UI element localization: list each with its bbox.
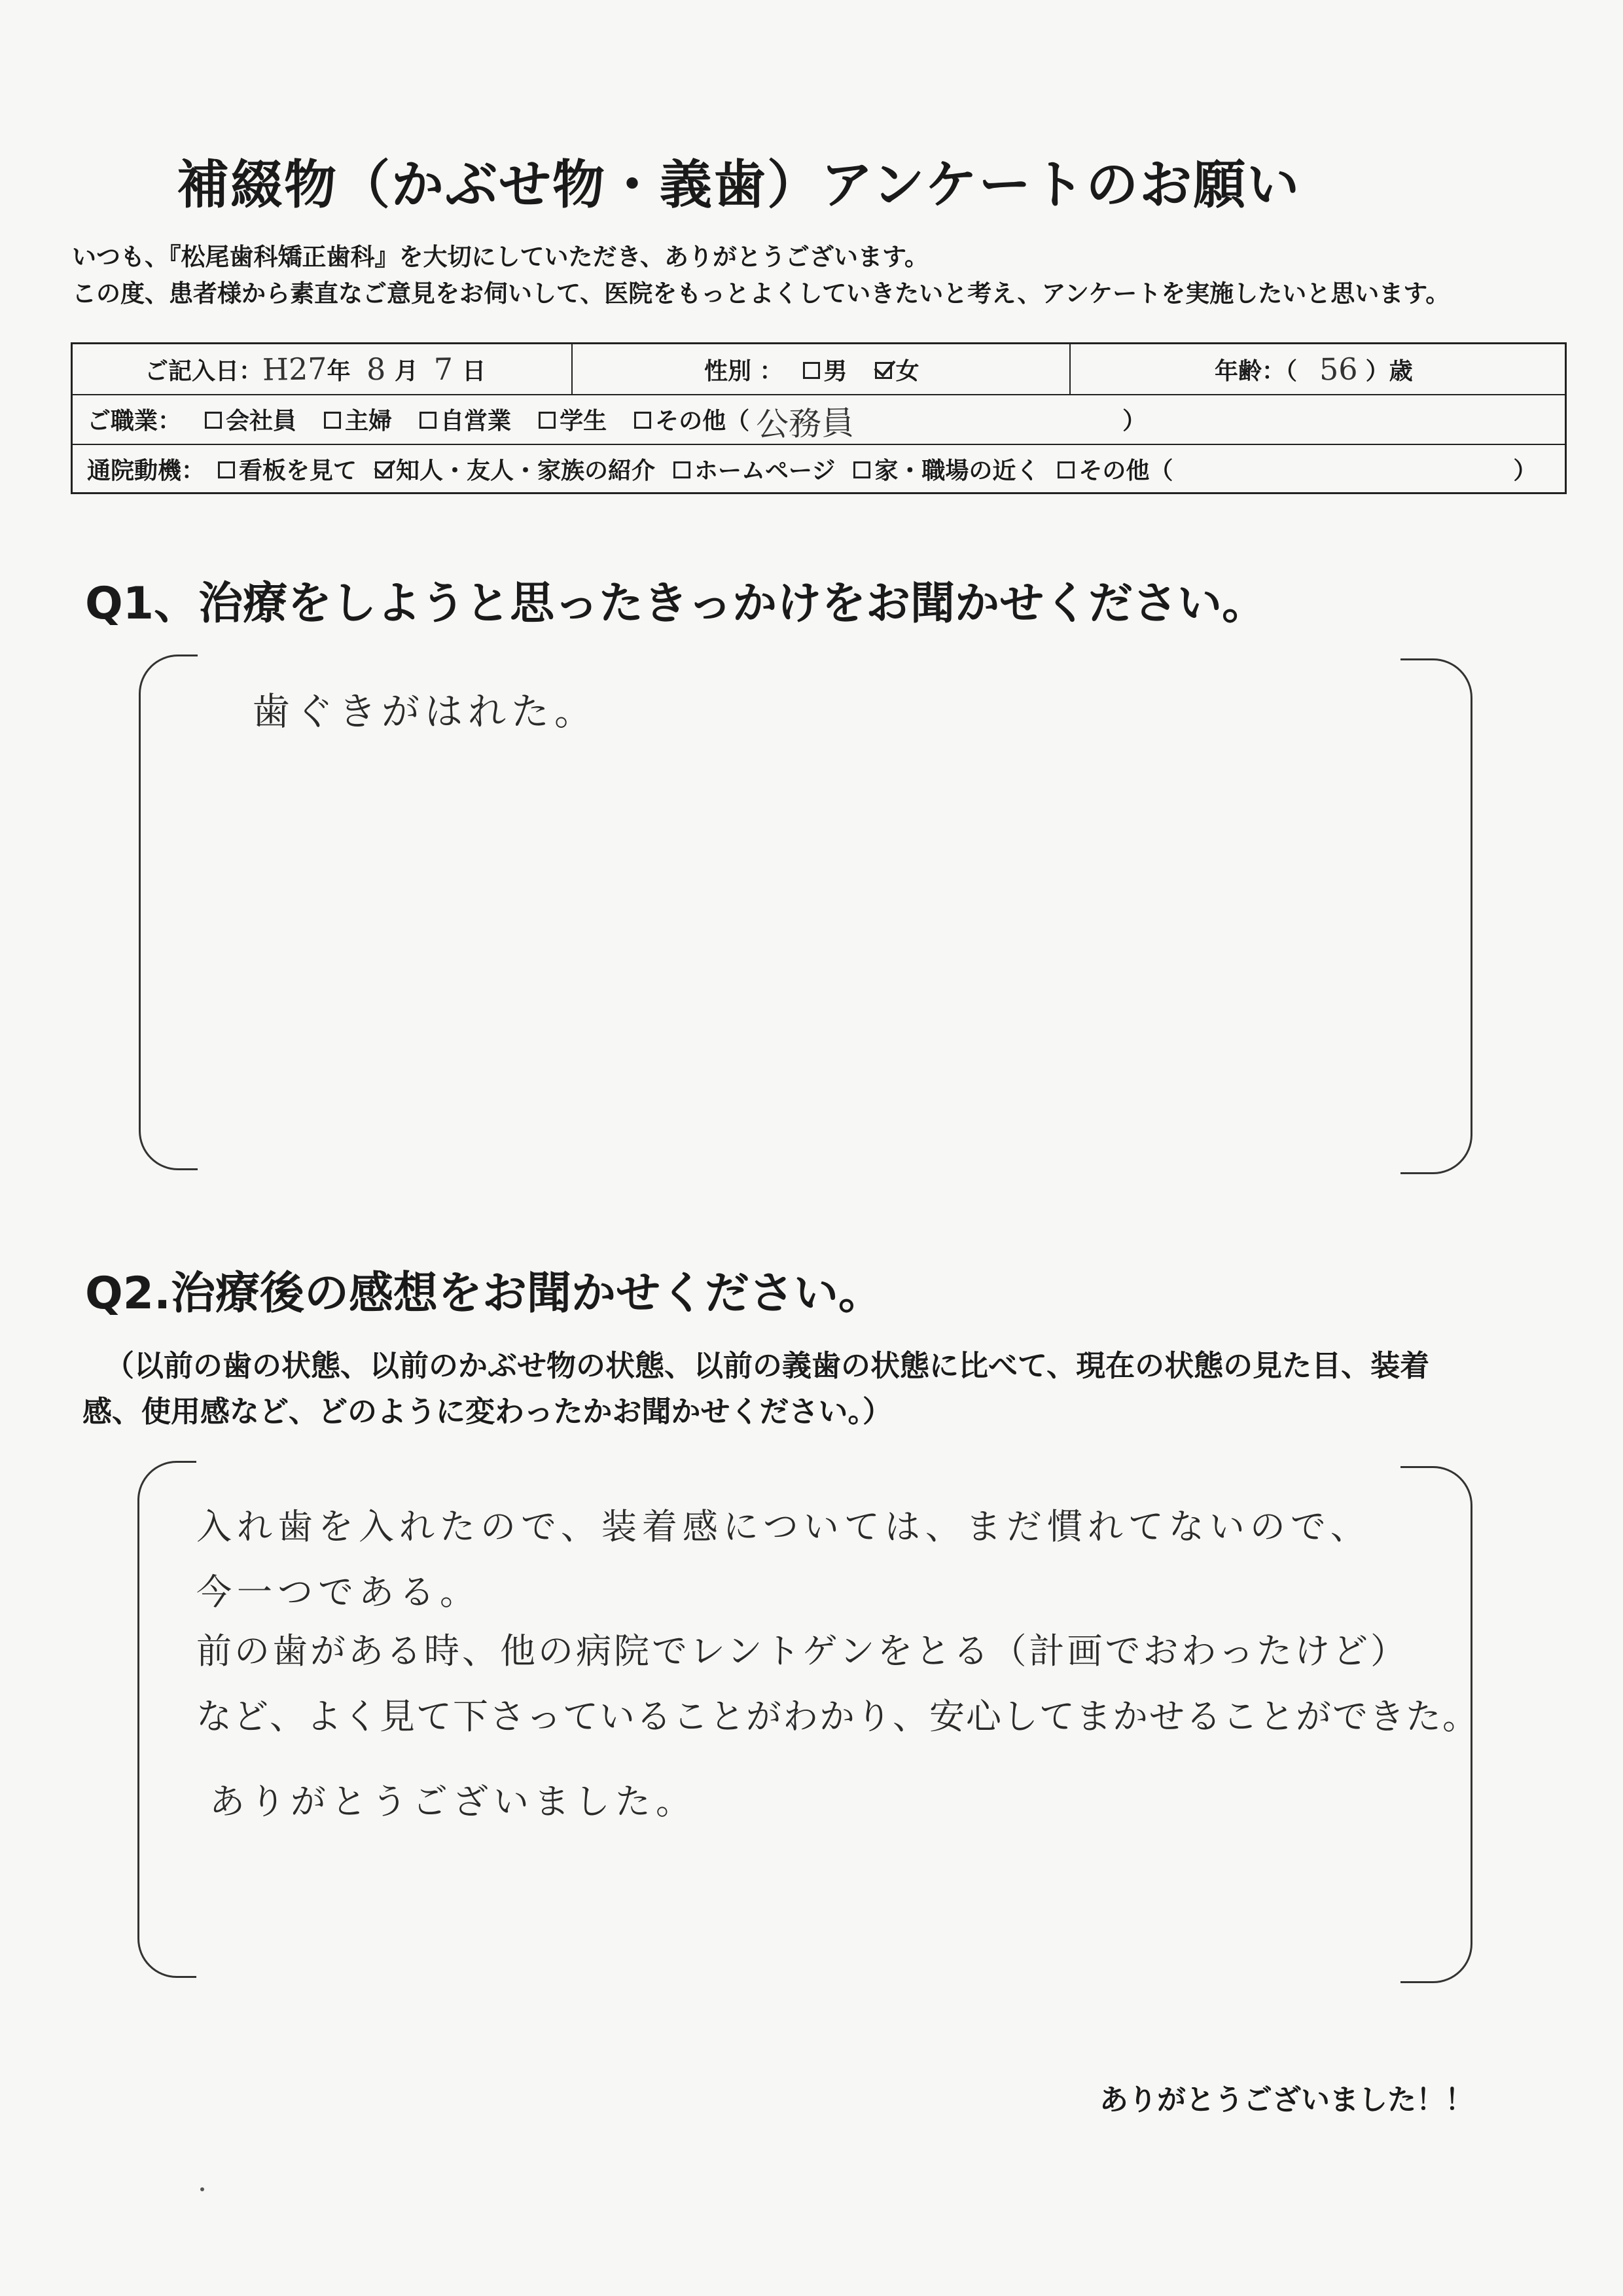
occupation-option-other[interactable]	[634, 403, 749, 436]
occupation-option-label: 自営業	[440, 407, 512, 435]
checkbox-icon	[539, 412, 556, 429]
gender-option-male[interactable]	[803, 353, 847, 386]
gender-female-label: 女	[895, 357, 919, 385]
reason-option-label: 家・職場の近く	[874, 457, 1040, 484]
q1-title: Q1、治療をしようと思ったきっかけをお聞かせください。	[85, 578, 1267, 630]
occupation-other-value[interactable]: 公務員	[755, 404, 855, 444]
stray-mark	[200, 2187, 204, 2191]
date-label: ご記入日：	[145, 357, 263, 385]
year-label: 年	[327, 357, 351, 385]
checkbox-icon	[853, 461, 870, 478]
q1-answer-bracket-right	[1400, 658, 1472, 1174]
gender-option-female[interactable]	[875, 353, 919, 386]
q1-answer-bracket-left	[139, 655, 198, 1170]
occupation-label: ご職業：	[87, 407, 182, 435]
reason-option-homepage[interactable]	[673, 452, 835, 486]
q2-answer-bracket-left	[137, 1461, 196, 1978]
intro-line-1: いつも、『松尾歯科矯正歯科』を大切にしていただき、ありがとうございます。	[72, 243, 929, 271]
checked-checkbox-icon	[875, 362, 892, 379]
occupation-option-label: その他（	[655, 407, 750, 435]
gender-male-label: 男	[823, 357, 847, 385]
reason-field	[87, 444, 1537, 493]
reason-option-label: 知人・友人・家族の紹介	[396, 457, 656, 484]
gender-field	[704, 344, 947, 394]
checkbox-icon	[218, 461, 235, 478]
q2-subtitle-line-1: （以前の歯の状態、以前のかぶせ物の状態、以前の義歯の状態に比べて、現在の状態の見た目、装着	[105, 1348, 1430, 1383]
info-row-occupation	[73, 394, 1565, 445]
reason-option-nearby[interactable]	[853, 452, 1039, 486]
q2-answer-line-2[interactable]: 今一つである。	[196, 1571, 480, 1613]
reason-option-referral[interactable]	[375, 452, 655, 486]
age-suffix: ）歳	[1365, 357, 1413, 385]
checkbox-icon	[324, 412, 341, 429]
patient-info-table	[71, 342, 1567, 494]
reason-label: 通院動機：	[87, 457, 205, 484]
q2-answer-line-3[interactable]: 前の歯がある時、他の病院でレントゲンをとる（計画でおわったけど）	[196, 1630, 1408, 1672]
reason-close-paren: ）	[1513, 457, 1537, 484]
checkbox-icon	[634, 412, 651, 429]
reason-option-signboard[interactable]	[218, 452, 357, 486]
age-field[interactable]	[1215, 344, 1413, 394]
checkbox-icon	[673, 461, 690, 478]
day-label: 日	[462, 357, 486, 385]
date-era-value: H27	[262, 351, 328, 387]
closing-thanks: ありがとうございました！！	[1099, 2083, 1474, 2117]
occupation-option-housewife[interactable]	[324, 403, 392, 436]
info-row-date-gender-age	[73, 344, 1565, 395]
checkbox-icon	[419, 412, 437, 429]
reason-option-label: 看板を見て	[239, 457, 357, 484]
q2-title: Q2.治療後の感想をお聞かせください。	[85, 1268, 883, 1319]
q2-answer-line-5[interactable]: ありがとうございました。	[209, 1781, 696, 1822]
month-value: 8	[366, 351, 386, 387]
occupation-option-label: 会社員	[226, 407, 297, 435]
checkbox-icon	[205, 412, 222, 429]
divider	[571, 344, 573, 394]
occupation-option-self-employed[interactable]	[419, 403, 511, 436]
reason-option-other[interactable]	[1058, 452, 1173, 486]
checked-checkbox-icon	[375, 461, 392, 478]
checkbox-icon	[803, 362, 820, 379]
checkbox-icon	[1058, 461, 1075, 478]
q2-answer-line-4[interactable]: など、よく見て下さっていることがわかり、安心してまかせることができた。	[196, 1696, 1479, 1737]
occupation-option-label: 学生	[560, 407, 607, 435]
age-value: 56	[1319, 351, 1359, 387]
gender-label: 性別 ：	[704, 357, 783, 385]
occupation-option-company[interactable]	[205, 403, 296, 436]
divider	[1069, 344, 1071, 394]
occupation-close-paren: ）	[1122, 407, 1147, 435]
q1-answer[interactable]: 歯ぐきがはれた。	[252, 689, 598, 734]
day-value: 7	[433, 351, 454, 387]
intro-line-2: この度、患者様から素直なご意見をお伺いして、医院をもっとよくしていきたいと考え、アンケートを実施したいと思います。	[72, 279, 1450, 308]
occupation-option-label: 主婦	[345, 407, 393, 435]
occupation-field	[87, 394, 1146, 444]
month-label: 月	[394, 357, 418, 385]
age-label: 年齢：（	[1215, 357, 1298, 385]
info-row-reason	[73, 444, 1565, 493]
reason-option-label: ホームページ	[694, 457, 836, 484]
reason-option-label: その他（	[1079, 457, 1173, 484]
q2-answer-line-1[interactable]: 入れ歯を入れたので、装着感については、まだ慣れてないので、	[196, 1506, 1371, 1547]
date-field[interactable]	[145, 344, 486, 394]
q2-subtitle-line-2: 感、使用感など、どのように変わったかお聞かせください。）	[82, 1394, 893, 1429]
occupation-option-student[interactable]	[539, 403, 607, 436]
page-title: 補綴物（かぶせ物・義歯）アンケートのお願い	[177, 154, 1301, 215]
